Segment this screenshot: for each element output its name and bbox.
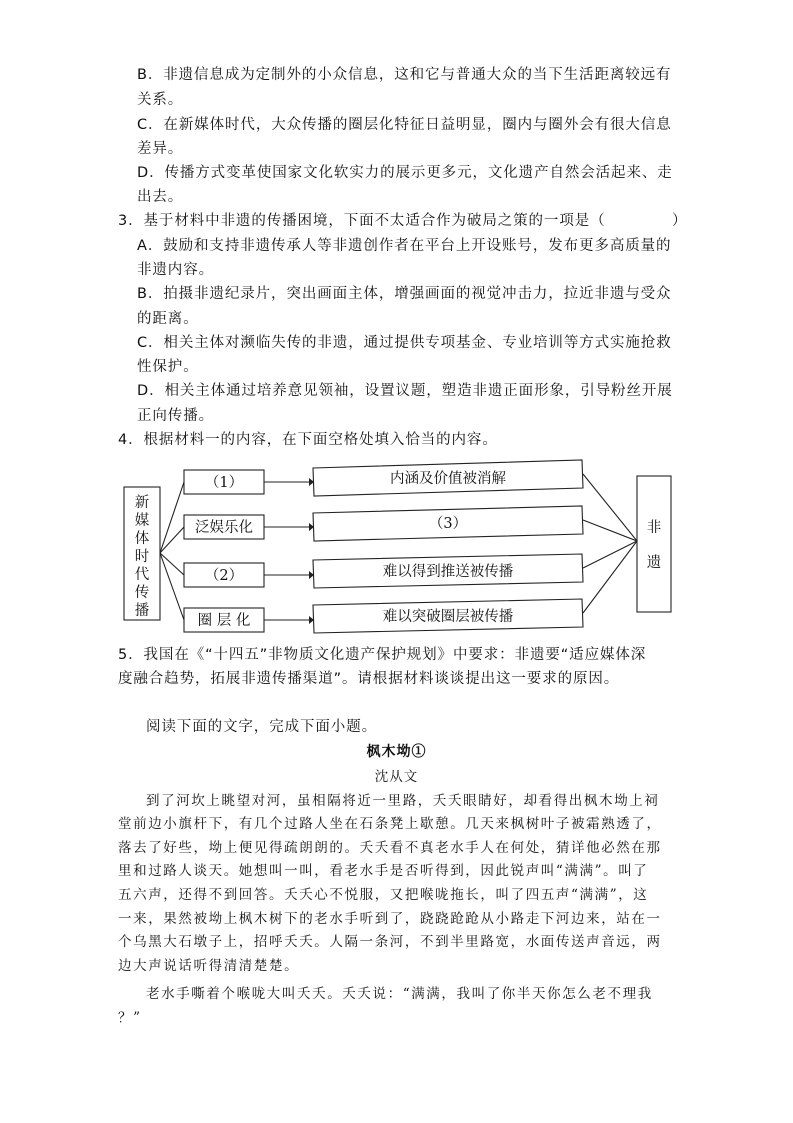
passage-p2-line1: 老水手嘶着个喉咙大叫夭夭。夭夭说：“满满，我叫了你半天你怎么老不理我 [146, 986, 653, 1002]
q3-stem: 3．基于材料中非遗的传播困境，下面不太适合作为破局之策的一项是（ [118, 213, 606, 229]
diagram-mid-label-1: （1） [204, 475, 244, 491]
q5-line2: 度融合趋势，拓展非遗传播渠道”。请根据材料谈谈提出这一要求的原因。 [118, 671, 620, 687]
diagram-left-char-1: 新 [134, 495, 150, 511]
diagram-result-label-1: 内涵及价值被消解 [390, 471, 506, 487]
q2-option-b-line1: B．非遗信息成为定制外的小众信息，这和它与普通大众的当下生活距离较远有 [137, 67, 672, 83]
q4-stem: 4．根据材料一的内容，在下面空格处填入恰当的内容。 [118, 432, 498, 448]
diagram-mid-label-3: （2） [204, 568, 244, 584]
q5-line1: 5．我国在《“十四五”非物质文化遗产保护规划》中要求：非遗要“适应媒体深 [118, 647, 647, 663]
q2-option-b-line2: 关系。 [137, 92, 184, 108]
q3-option-a-line2: 非遗内容。 [137, 262, 214, 278]
diagram-left-char-7: 播 [134, 603, 150, 619]
diagram-mid-label-4: 圈 层 化 [197, 613, 251, 629]
q3-option-a-line1: A．鼓励和支持非遗传承人等非遗创作者在平台上开设账号，发布更多高质量的 [137, 238, 672, 254]
passage-p1-line4: 里和过路人谈天。她想叫一叫，看老水手是否听得到，因此锐声叫“满满”。叫了 [118, 863, 649, 879]
passage-p1-line8: 边大声说话听得清清楚楚。 [118, 958, 300, 974]
diagram-right-char-2: 遗 [646, 555, 662, 571]
diagram-left-char-4: 时 [134, 549, 150, 565]
diagram-right-box [637, 476, 671, 612]
reading-instruction: 阅读下面的文字，完成下面小题。 [146, 719, 377, 735]
q2-option-c-line1: C．在新媒体时代，大众传播的圈层化特征日益明显，圈内与圈外会有很大信息 [137, 117, 672, 133]
passage-author: 沈从文 [374, 769, 419, 785]
diagram-mid-label-2: 泛娱乐化 [195, 520, 253, 536]
q3-answer-paren: ） [672, 213, 688, 229]
diagram-left-char-6: 传 [134, 585, 150, 601]
passage-p1-line6: 一来，果然被坳上枫木树下的老水手听到了，跷跷跄跄从小路走下河边来，站在一 [118, 911, 662, 927]
diagram-result-label-4: 难以突破圈层被传播 [382, 609, 514, 625]
q2-option-d-line2: 出去。 [137, 189, 184, 205]
q3-option-d-line1: D．相关主体通过培养意见领袖，设置议题，塑造非遗正面形象，引导粉丝开展 [137, 383, 673, 399]
q4-flow-diagram [118, 454, 678, 636]
q3-option-c-line1: C．相关主体对濒临失传的非遗，通过提供专项基金、专业培训等方式实施抢救 [137, 335, 672, 351]
q3-option-c-line2: 性保护。 [137, 359, 199, 375]
passage-title: 枫木坳① [366, 744, 427, 760]
diagram-result-label-3: 难以得到推送被传播 [382, 564, 514, 580]
q2-option-d-line1: D．传播方式变革使国家文化软实力的展示更多元，文化遗产自然会活起来、走 [137, 165, 673, 181]
passage-p1-line7: 个乌黑大石墩子上，招呼夭夭。人隔一条河，不到半里路宽，水面传送声音远，两 [118, 934, 662, 950]
q3-option-b-line2: 的距离。 [137, 311, 199, 327]
passage-p1-line5: 五六声，还得不到回答。夭夭心不悦服，又把喉咙拖长，叫了四五声“满满”，这 [118, 887, 649, 903]
diagram-right-char-1: 非 [646, 520, 662, 536]
passage-p1-line2: 堂前边小旗杆下，有几个过路人坐在石条凳上歇憩。几天来枫树叶子被霜熟透了， [118, 816, 662, 832]
passage-p2-line2: ？” [118, 1010, 142, 1026]
diagram-left-char-2: 媒 [134, 513, 150, 529]
diagram-result-label-2: （3） [428, 516, 468, 532]
q3-option-d-line2: 正向传播。 [137, 408, 214, 424]
diagram-left-char-3: 体 [134, 531, 150, 547]
passage-p1-line3: 落去了好些，坳上便见得疏朗朗的。夭夭看不真老水手人在何处，猜详他必然在那 [118, 840, 662, 856]
q2-option-c-line2: 差异。 [137, 141, 184, 157]
q3-option-b-line1: B．拍摄非遗纪录片，突出画面主体，增强画面的视觉冲击力，拉近非遗与受众 [137, 286, 672, 302]
diagram-left-char-5: 代 [134, 567, 150, 583]
passage-p1-line1: 到了河坎上眺望对河，虽相隔将近一里路，夭夭眼睛好，却看得出枫木坳上祠 [146, 793, 660, 809]
